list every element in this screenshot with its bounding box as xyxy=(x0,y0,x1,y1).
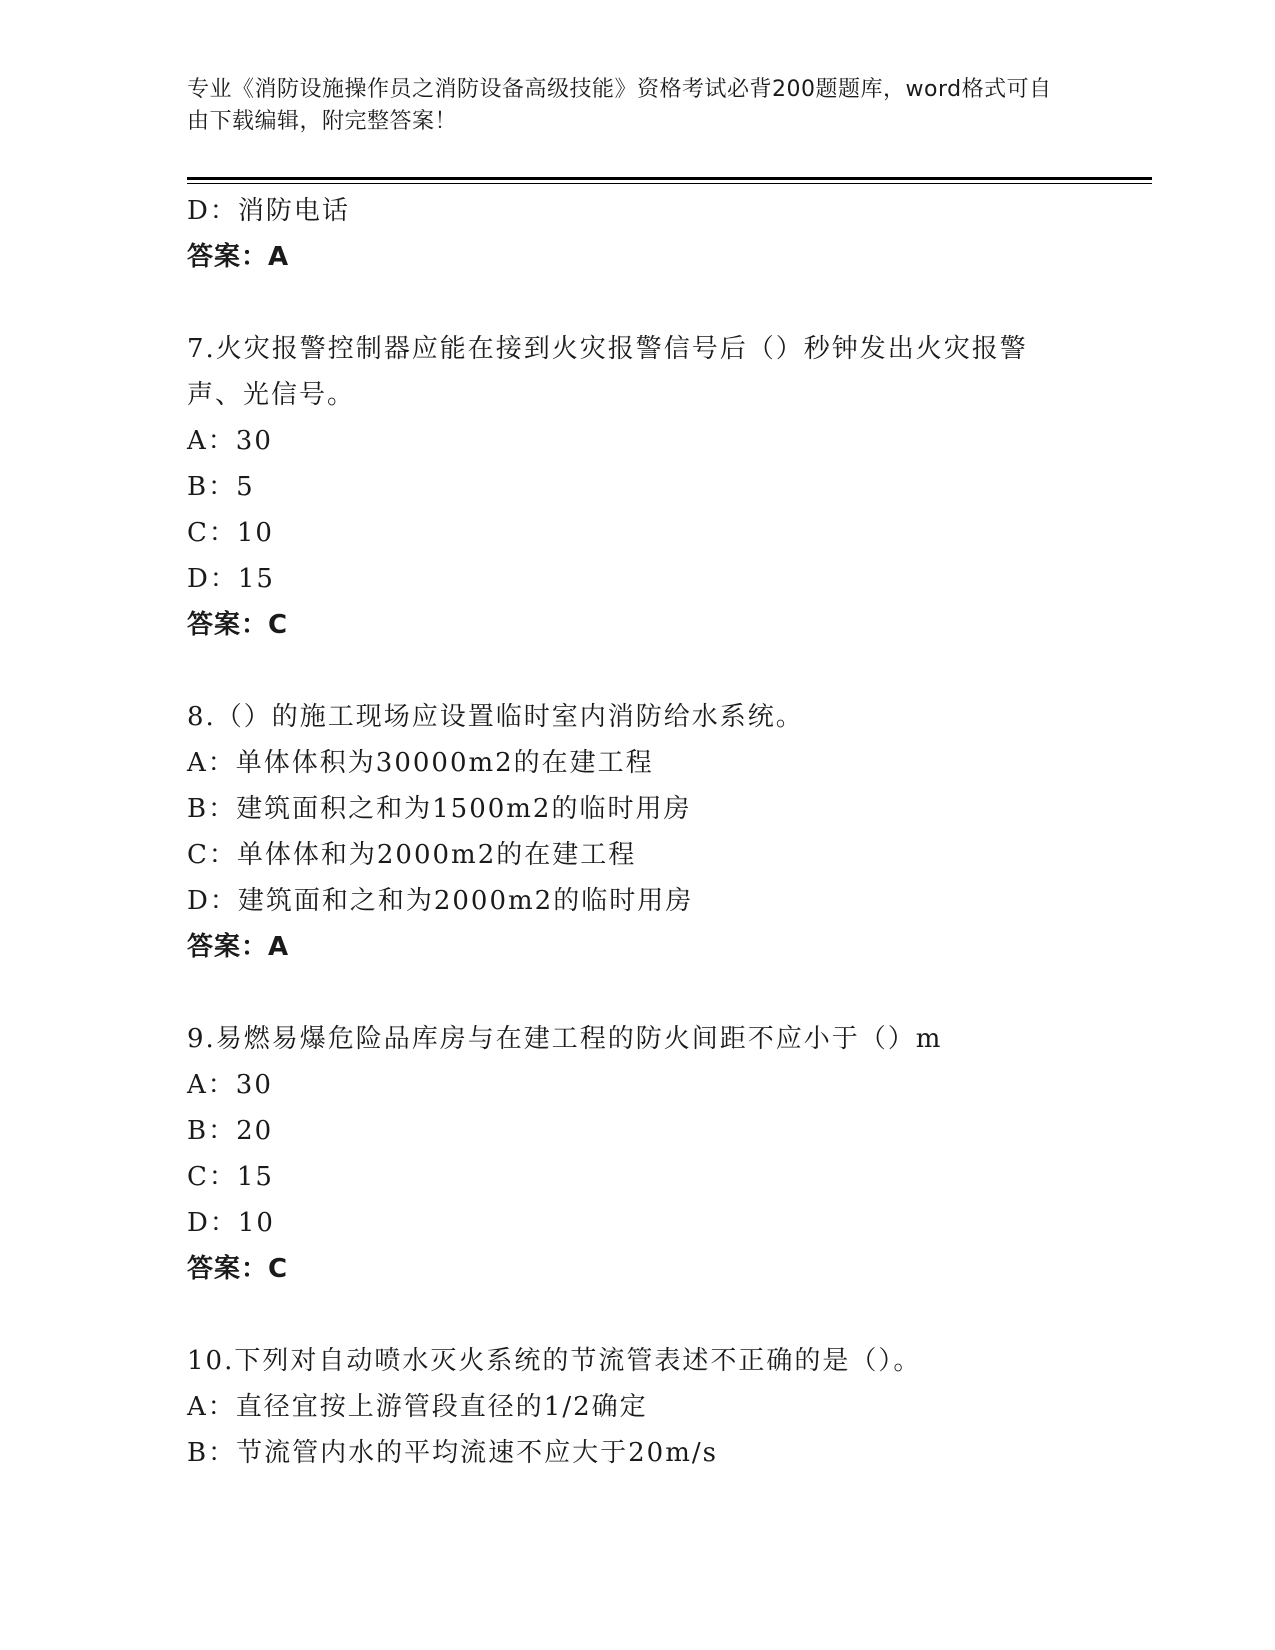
option-d: D：15 xyxy=(187,564,275,594)
spacer xyxy=(187,970,1087,1016)
question-title: 10.下列对自动喷水灭火系统的节流管表述不正确的是（）。 xyxy=(187,1346,922,1376)
question-8 xyxy=(187,694,1087,970)
question-title: 7.火灾报警控制器应能在接到火灾报警信号后（）秒钟发出火灾报警声、光信号。 xyxy=(187,334,1028,410)
spacer xyxy=(187,648,1087,694)
option-c: C：15 xyxy=(187,1162,274,1192)
answer-line: 答案：C xyxy=(187,1254,289,1284)
header-rule-thick xyxy=(187,177,1152,180)
option-c: C：单体体和为2000m2的在建工程 xyxy=(187,840,637,870)
question-9 xyxy=(187,1016,1087,1292)
option-b: B：5 xyxy=(187,472,255,502)
option-d: D：消防电话 xyxy=(187,196,350,226)
option-c: C：10 xyxy=(187,518,274,548)
option-b: B：20 xyxy=(187,1116,274,1146)
option-b: B：建筑面积之和为1500m2的临时用房 xyxy=(187,794,692,824)
option-a: A：单体体积为30000m2的在建工程 xyxy=(187,748,654,778)
question-7 xyxy=(187,326,1087,648)
option-a: A：直径宜按上游管段直径的1/2确定 xyxy=(187,1392,648,1422)
question-10 xyxy=(187,1338,1087,1476)
option-b: B：节流管内水的平均流速不应大于20m/s xyxy=(187,1438,718,1468)
option-d: D：10 xyxy=(187,1208,275,1238)
option-a: A：30 xyxy=(187,1070,273,1100)
answer-line: 答案：A xyxy=(187,932,290,962)
header-rule-thin xyxy=(187,183,1152,184)
option-d: D：建筑面和之和为2000m2的临时用房 xyxy=(187,886,694,916)
answer-line: 答案：C xyxy=(187,610,289,640)
question-title: 9.易燃易爆危险品库房与在建工程的防火间距不应小于（）m xyxy=(187,1024,943,1054)
spacer xyxy=(187,1292,1087,1338)
answer-line: 答案：A xyxy=(187,242,290,272)
option-a: A：30 xyxy=(187,426,273,456)
document-header: 专业《消防设施操作员之消防设备高级技能》资格考试必背200题题库，word格式可自由下载编辑，附完整答案！ xyxy=(187,77,1052,134)
spacer xyxy=(187,280,1087,326)
question-list xyxy=(187,188,1087,1476)
question-title: 8.（）的施工现场应设置临时室内消防给水系统。 xyxy=(187,702,804,732)
